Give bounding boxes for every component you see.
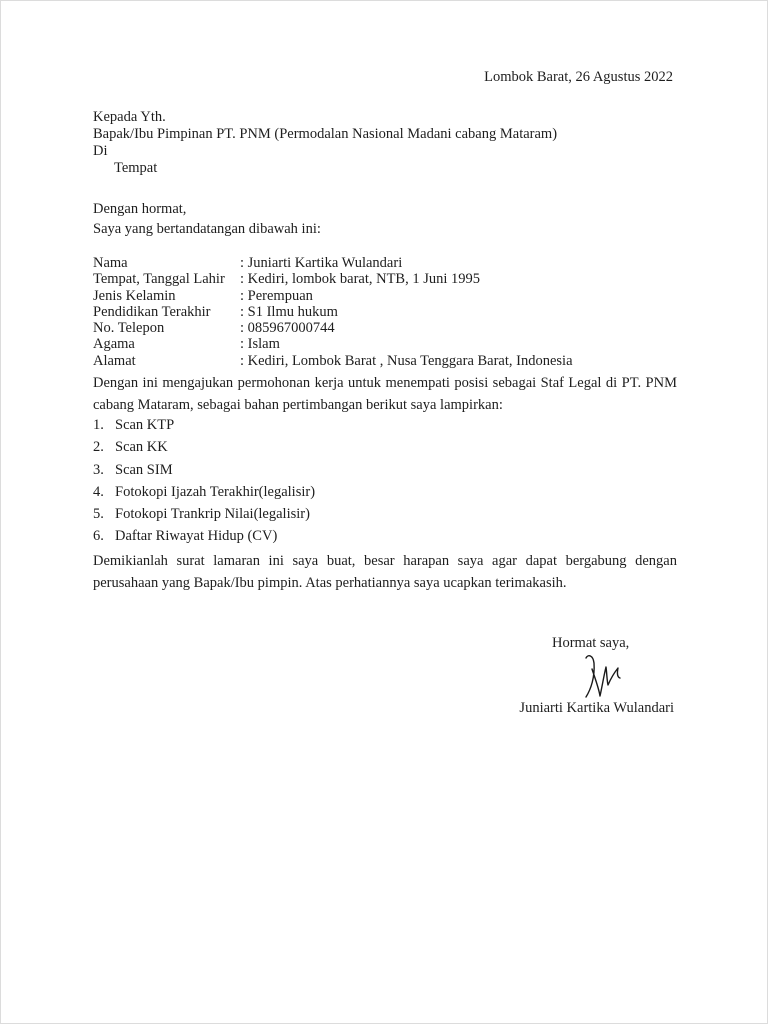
list-item-text: Scan KK (115, 439, 168, 456)
application-paragraph: Dengan ini mengajukan permohonan kerja untuk menempati posisi sebagai Staf Legal di PT. PNM cabang Mataram, sebagai bahan pertimbangan berikut saya lampirkan: (93, 375, 677, 413)
list-item-text: Daftar Riwayat Hidup (CV) (115, 528, 278, 545)
list-item (93, 459, 315, 481)
recipient-line-salutation: Kepada Yth. (93, 109, 166, 125)
detail-label: Jenis Kelamin (93, 287, 176, 304)
detail-value: : Kediri, Lombok Barat , Nusa Tenggara Barat, Indonesia (240, 352, 573, 369)
detail-value: : 085967000744 (240, 320, 335, 337)
list-item (93, 503, 315, 525)
closing-salutation: Hormat saya, (552, 635, 630, 651)
detail-value: : Juniarti Kartika Wulandari (240, 255, 403, 271)
list-item (93, 436, 315, 458)
detail-label: Agama (93, 336, 135, 353)
list-item-number: 1. (93, 417, 104, 433)
detail-value: : S1 Ilmu hukum (240, 303, 338, 320)
list-item (93, 525, 315, 547)
detail-label: Nama (93, 255, 128, 271)
list-item-text: Scan SIM (115, 461, 173, 478)
detail-value: : Perempuan (240, 287, 313, 304)
list-item-number: 6. (93, 528, 104, 545)
detail-value: : Kediri, lombok barat, NTB, 1 Juni 1995 (240, 271, 481, 288)
recipient-line-name: Bapak/Ibu Pimpinan PT. PNM (Permodalan Nasional Madani cabang Mataram) (93, 126, 558, 142)
list-item (93, 481, 315, 503)
detail-label: Pendidikan Terakhir (93, 303, 211, 320)
list-item-number: 2. (93, 439, 104, 456)
list-item-number: 3. (93, 461, 104, 478)
applicant-details (93, 255, 573, 369)
detail-row (93, 271, 573, 287)
detail-label: No. Telepon (93, 320, 165, 337)
list-item-number: 5. (93, 506, 104, 523)
signature-icon (582, 651, 626, 701)
closing-paragraph: Demikianlah surat lamaran ini saya buat, besar harapan saya agar dapat bergabung dengan perusahaan yang Bapak/Ibu pimpin. Atas perhatiannya saya ucapkan terimakasih. (93, 553, 677, 591)
list-item (93, 414, 315, 436)
intro-line: Saya yang bertandatangan dibawah ini: (93, 221, 321, 237)
detail-row (93, 353, 573, 369)
signer-name: Juniarti Kartika Wulandari (519, 700, 674, 716)
detail-row (93, 304, 573, 320)
detail-row (93, 288, 573, 304)
attachment-list (93, 414, 315, 548)
detail-row (93, 255, 573, 271)
list-item-number: 4. (93, 483, 104, 500)
detail-value: : Islam (240, 336, 280, 353)
letter-date: Lombok Barat, 26 Agustus 2022 (484, 69, 673, 85)
list-item-text: Scan KTP (115, 417, 175, 433)
list-item-text: Fotokopi Trankrip Nilai(legalisir) (115, 506, 310, 523)
recipient-line-di: Di (93, 143, 108, 159)
detail-label: Alamat (93, 352, 136, 369)
greeting: Dengan hormat, (93, 201, 187, 217)
list-item-text: Fotokopi Ijazah Terakhir(legalisir) (115, 483, 316, 500)
detail-label: Tempat, Tanggal Lahir (93, 271, 225, 288)
detail-row (93, 336, 573, 352)
detail-row (93, 320, 573, 336)
recipient-line-place: Tempat (114, 160, 158, 176)
